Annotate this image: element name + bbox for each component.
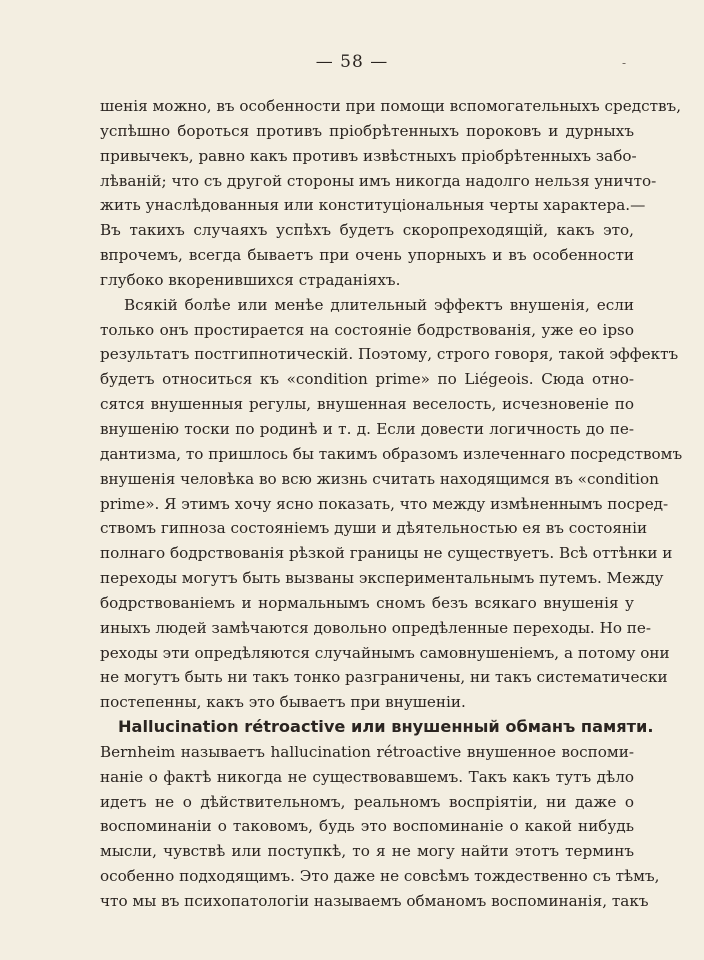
page-number: — 58 — [315,52,389,72]
text-line: prime». Я этимъ хочу ясно показать, что между измѣненнымъ посред- [100,494,669,513]
paragraph-1 [100,94,682,293]
section-heading: Hallucination rétroactive или внушенный обманъ памяти. [118,717,654,737]
text-line: внушенія человѣка во всю жизнь считать находящимся въ «condition [100,469,659,488]
text-line: бодрствованіемъ и нормальнымъ сномъ безъ всякаго внушенія у [100,593,634,612]
text-line: переходы могутъ быть вызваны экспериментальнымъ путемъ. Между [100,569,664,588]
text-line: сятся внушенныя регулы, внушенная веселость, исчезновеніе по [100,395,634,414]
text-line: воспоминаніи о таковомъ, будь это воспоминаніе о какой нибудь [100,817,634,836]
text-line: что мы въ психопатологіи называемъ обманомъ воспоминанія, такъ [100,892,649,910]
text-line: лѣваній; что съ другой стороны имъ никогда надолго нельзя уничто- [100,171,657,190]
text-line: успѣшно бороться противъ пріобрѣтенныхъ пороковъ и дурныхъ [100,121,634,140]
text-line: шенія можно, въ особенности при помощи вспомогательныхъ средствъ, [100,97,682,115]
paragraph-2 [100,293,683,715]
text-line: привычекъ, равно какъ противъ извѣстныхъ пріобрѣтенныхъ забо- [100,146,637,165]
text-line: иныхъ людей замѣчаются довольно опредѣленные переходы. Но пе- [100,618,652,637]
text-line: внушенію тоски по родинѣ и т. д. Если довести логичность до пе- [100,419,634,438]
text-line: наніе о фактѣ никогда не существовавшемъ. Такъ какъ тутъ дѣло [100,767,634,786]
text-line: ствомъ гипноза состояніемъ души и дѣятельностью ея въ состояніи [100,519,648,538]
text-line: постепенны, какъ это бываетъ при внушеніи. [100,693,466,712]
text-line: Въ такихъ случаяхъ успѣхъ будетъ скоропреходящій, какъ это, [100,221,634,240]
text-line: особенно подходящимъ. Это даже не совсѣмъ тождественно съ тѣмъ, [100,867,660,886]
text-line: будетъ относиться къ «condition prime» по Liégeois. Сюда отно- [100,370,634,389]
text-line: впрочемъ, всегда бываетъ при очень упорныхъ и въ особенности [100,246,634,265]
page-text [100,94,683,914]
text-line: дантизма, то пришлось бы такимъ образомъ излеченнаго посредствомъ [100,444,683,463]
text-line: глубоко вкоренившихся страданіяхъ. [100,270,401,289]
paragraph-3 [100,740,660,914]
text-line: жить унаслѣдованныя или конституціональныя черты характера.— [100,196,646,215]
text-line: идетъ не о дѣйствительномъ, реальномъ воспріятіи, ни даже о [100,792,634,811]
text-line: мысли, чувствѣ или поступкѣ, то я не могу найти этотъ терминъ [100,842,634,861]
text-line: реходы эти опредѣляются случайнымъ самовнушеніемъ, а потому они [100,643,670,662]
text-line: не могутъ быть ни такъ тонко разграничены, ни такъ систематически [100,668,668,687]
corner-mark: - [622,56,627,70]
text-line: полнаго бодрствованія рѣзкой границы не существуетъ. Всѣ оттѣнки и [100,544,673,563]
text-line: только онъ простирается на состояніе бодрствованія, уже eo ipso [100,320,634,339]
text-line: результатъ постгипнотическій. Поэтому, строго говоря, такой эффектъ [100,345,679,364]
text-line: Bernheim называетъ hallucination rétroactive внушенное воспоми- [100,742,634,761]
text-line: Всякій болѣе или менѣе длительный эффектъ внушенія, если [124,295,634,314]
